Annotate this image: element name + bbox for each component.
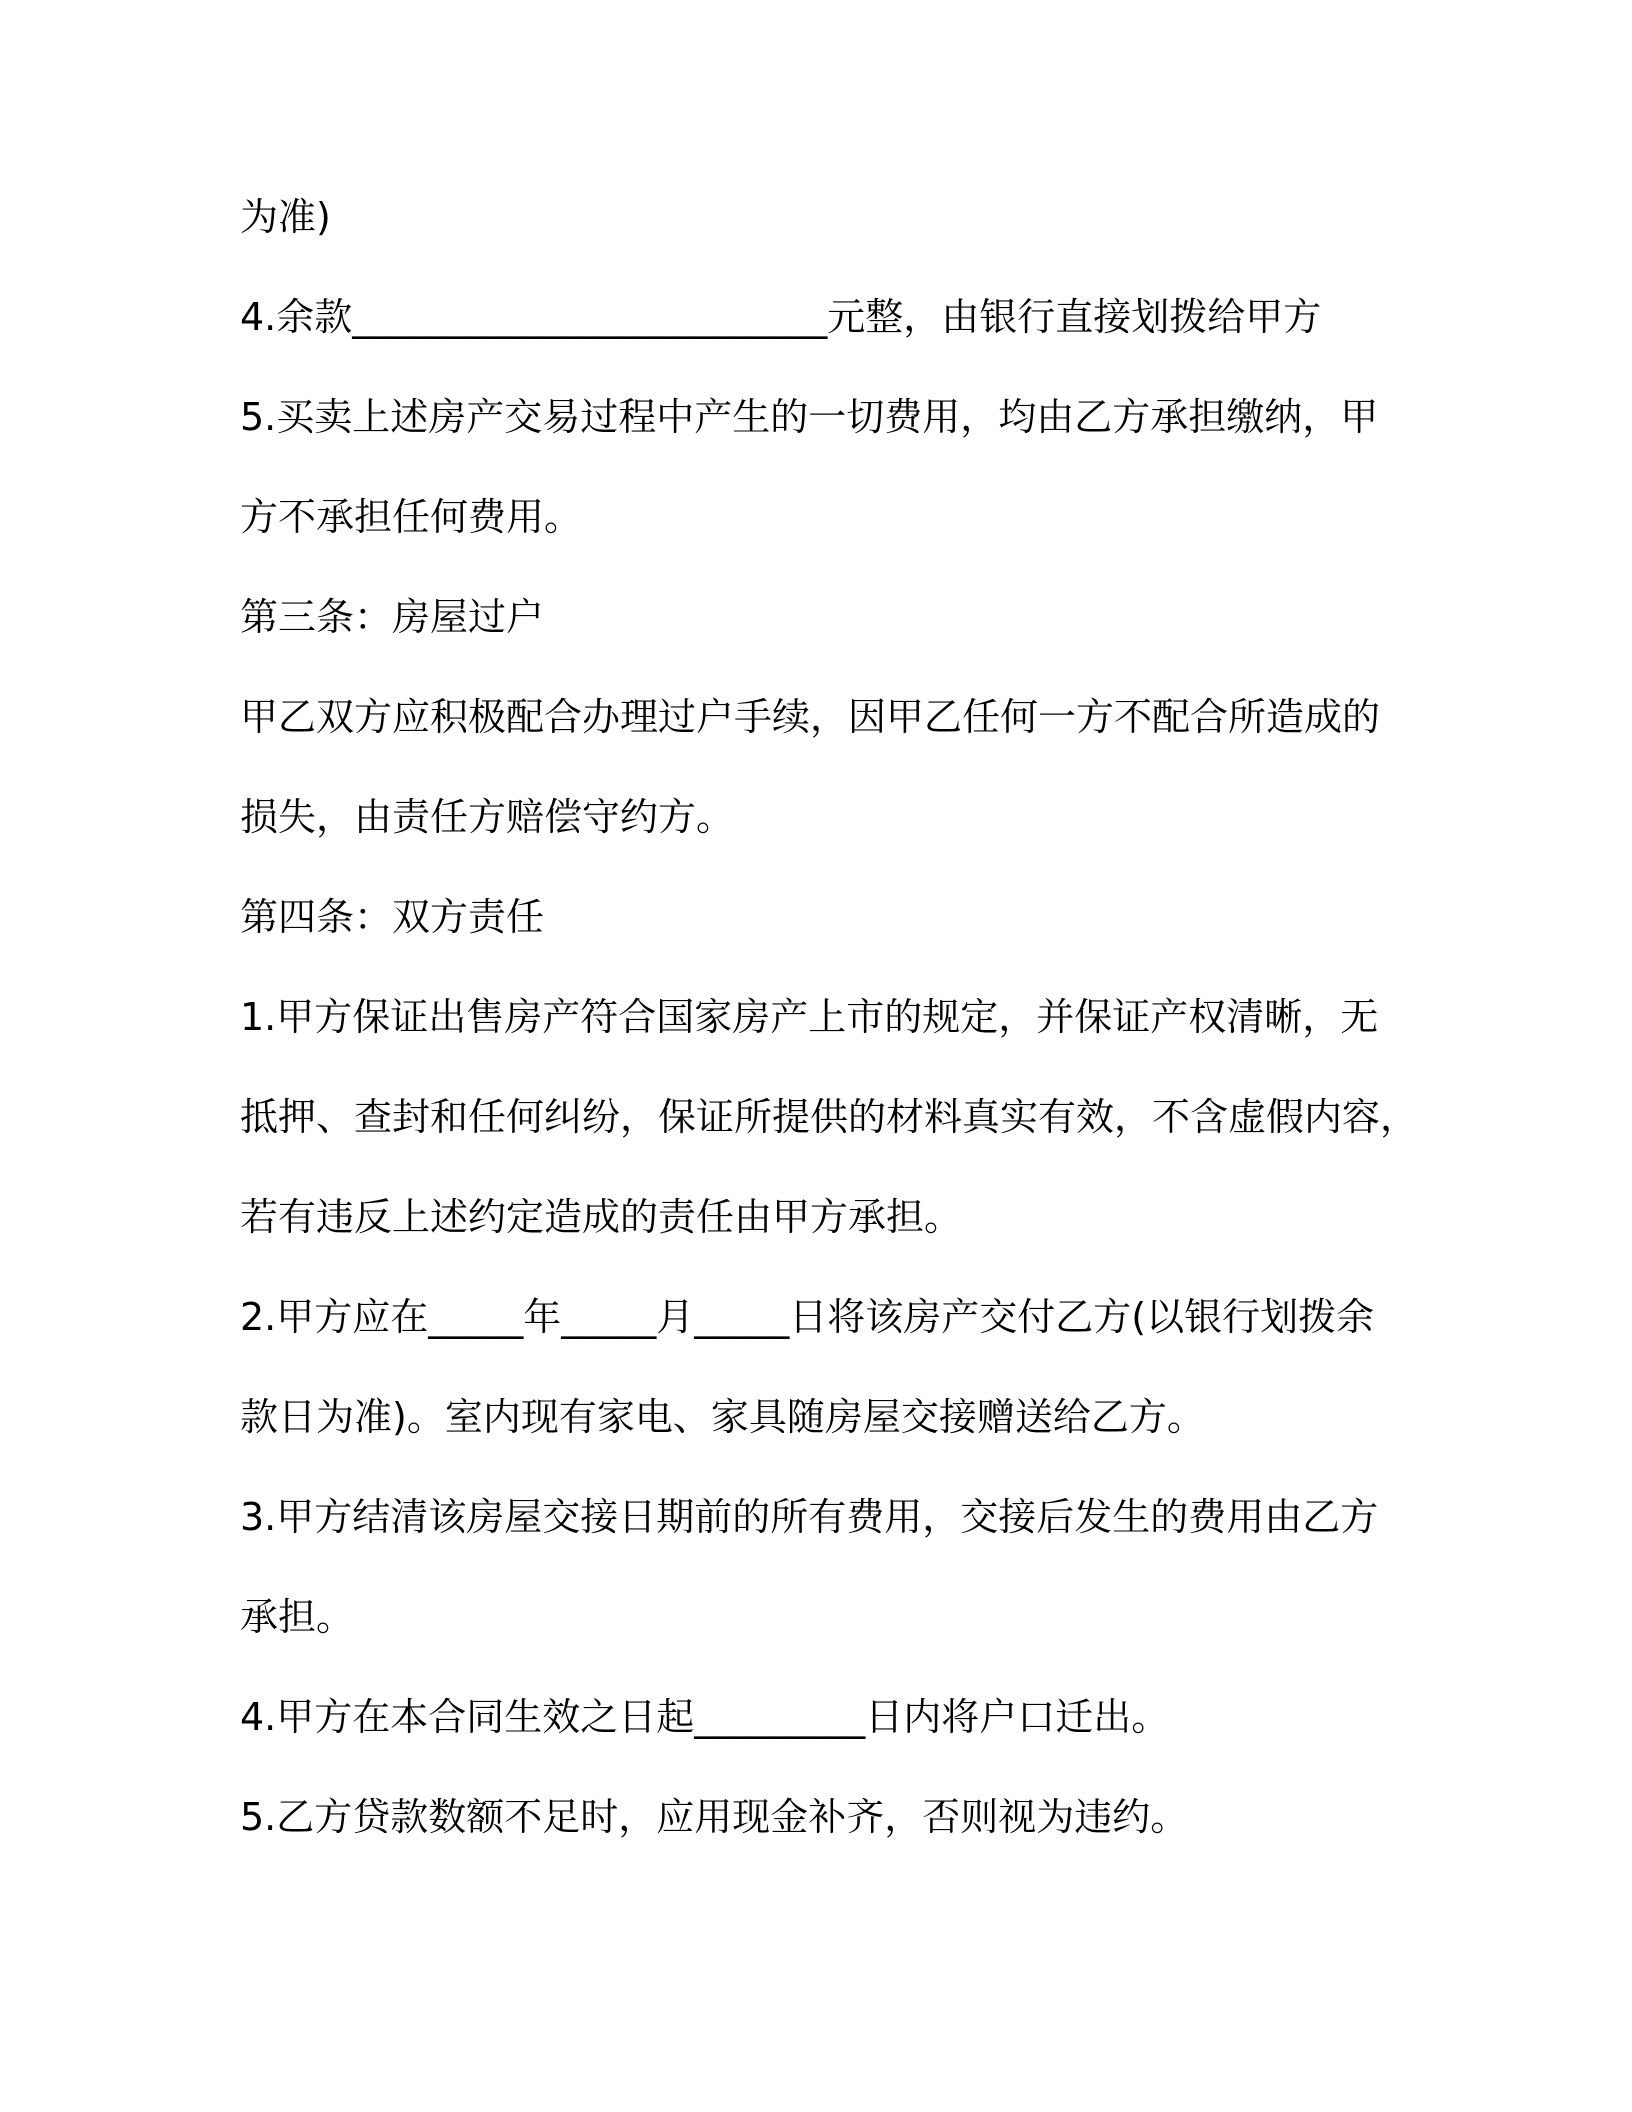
clause-seller-guarantee-end: 若有违反上述约定造成的责任由甲方承担。 [240,1195,963,1239]
clause-delivery-date-continued: 款日为准)。室内现有家电、家具随房屋交接赠送给乙方。 [240,1395,1205,1439]
clause-seller-guarantee-continued: 抵押、查封和任何纠纷，保证所提供的材料真实有效，不含虚假内容， [240,1095,1419,1139]
clause-transaction-fees-continued: 方不承担任何费用。 [240,495,583,539]
clause-loan-shortfall: 5.乙方贷款数额不足时，应用现金补齐，否则视为违约。 [240,1795,1189,1839]
paragraph-line-continuation: 为准) [240,195,331,239]
clause-delivery-date: 2.甲方应在_____年_____月_____日将该房产交付乙方(以银行划拨余 [240,1295,1375,1339]
clause-household-registration: 4.甲方在本合同生效之日起_________日内将户口迁出。 [240,1695,1170,1739]
clause-seller-guarantee: 1.甲方保证出售房产符合国家房产上市的规定，并保证产权清晰，无 [240,995,1379,1039]
clause-transfer-cooperation: 甲乙双方应积极配合办理过户手续，因甲乙任何一方不配合所造成的 [240,695,1381,739]
section-heading-responsibilities: 第四条：双方责任 [240,895,545,939]
clause-transaction-fees: 5.买卖上述房产交易过程中产生的一切费用，均由乙方承担缴纳，甲 [240,395,1379,439]
clause-transfer-cooperation-continued: 损失，由责任方赔偿守约方。 [240,795,735,839]
clause-fee-settlement-continued: 承担。 [240,1595,355,1639]
document-body [240,167,1540,1867]
clause-fee-settlement: 3.甲方结清该房屋交接日期前的所有费用，交接后发生的费用由乙方 [240,1495,1379,1539]
section-heading-transfer: 第三条：房屋过户 [240,595,545,639]
clause-balance-payment: 4.余款_________________________元整，由银行直接划拨给甲方 [240,295,1322,339]
